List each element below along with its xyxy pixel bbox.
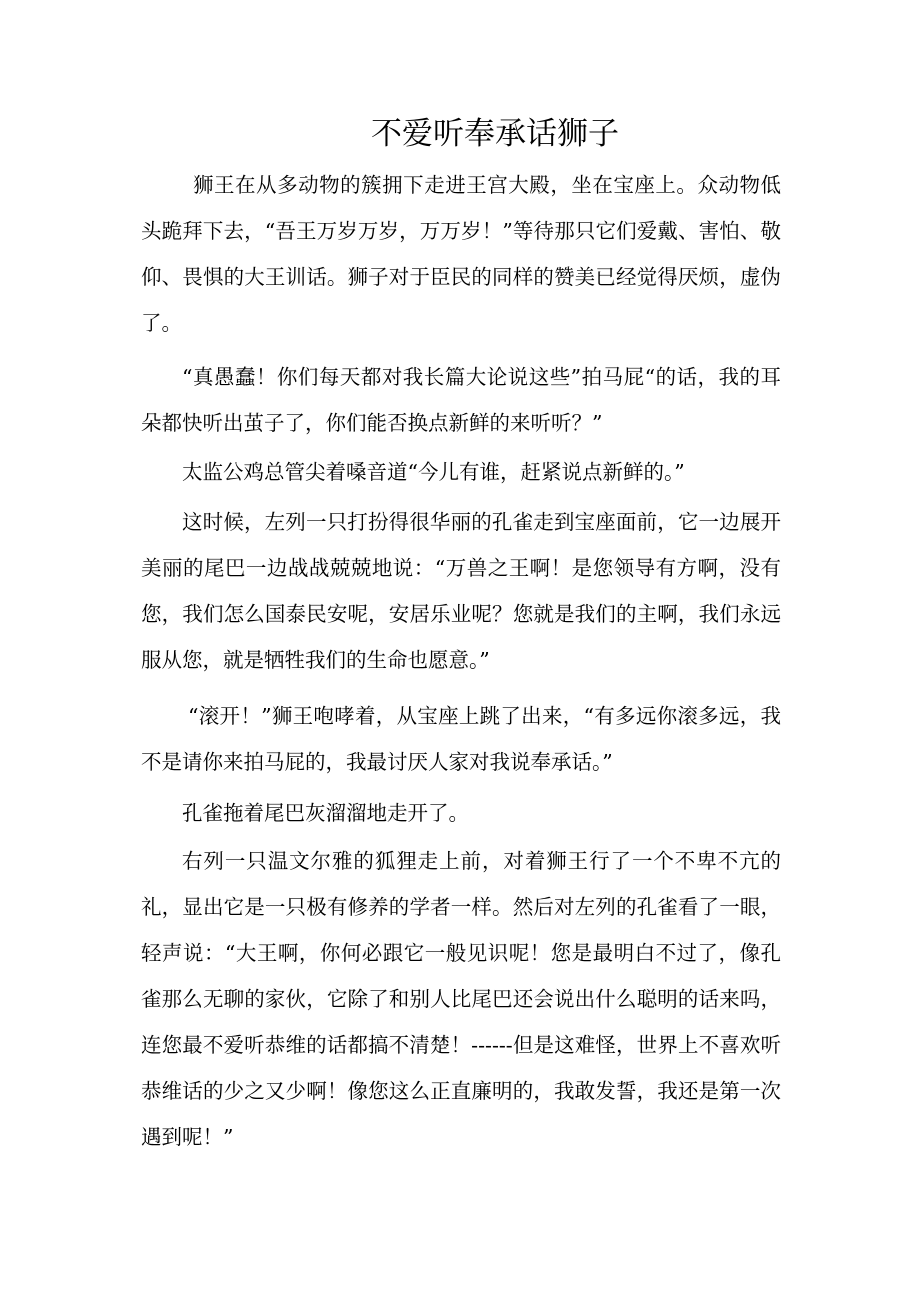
page-title: 不爱听奉承话狮子 [371,116,619,152]
paragraph-2: “真愚蠢！你们每天都对我长篇大论说这些”拍马屁“的话，我的耳朵都快听出茧子了，你们能否换点新鲜的来听听？” [141,365,781,435]
paragraph-4: 这时候，左列一只打扮得很华丽的孔雀走到宝座面前，它一边展开美丽的尾巴一边战战兢兢地说：“万兽之王啊！是您领导有方啊，没有您，我们怎么国泰民安呢，安居乐业呢？您就是我们的主啊，我们永远服从您，就是牺牲我们的生命也愿意。” [141,510,781,672]
paragraph-6: 孔雀拖着尾巴灰溜溜地走开了。 [182,801,469,825]
paragraph-5: “滚开！”狮王咆哮着，从宝座上跳了出来，“有多远你滚多远，我不是请你来拍马屁的，我最讨厌人家对我说奉承话。” [141,704,781,774]
paragraph-1: 狮王在从多动物的簇拥下走进王宫大殿，坐在宝座上。众动物低头跪拜下去，“吾王万岁万岁，万万岁！”等待那只它们爱戴、害怕、敬仰、畏惧的大王训话。狮子对于臣民的同样的赞美已经觉得厌烦，虚伪了。 [141,173,781,335]
paragraph-3: 太监公鸡总管尖着嗓音道“今儿有谁，赶紧说点新鲜的。” [182,460,685,484]
paragraph-7: 右列一只温文尔雅的狐狸走上前，对着狮王行了一个不卑不亢的礼，显出它是一只极有修养的学者一样。然后对左列的孔雀看了一眼，轻声说：“大王啊，你何必跟它一般见识呢！您是最明白不过了，像孔雀那么无聊的家伙，它除了和别人比尾巴还会说出什么聪明的话来吗，连您最不爱听恭维的话都搞不清楚！------但是这难怪，世界上不喜欢听恭维话的少之又少啊！像您这么正直廉明的，我敢发誓，我还是第一次遇到呢！” [141,849,781,1149]
